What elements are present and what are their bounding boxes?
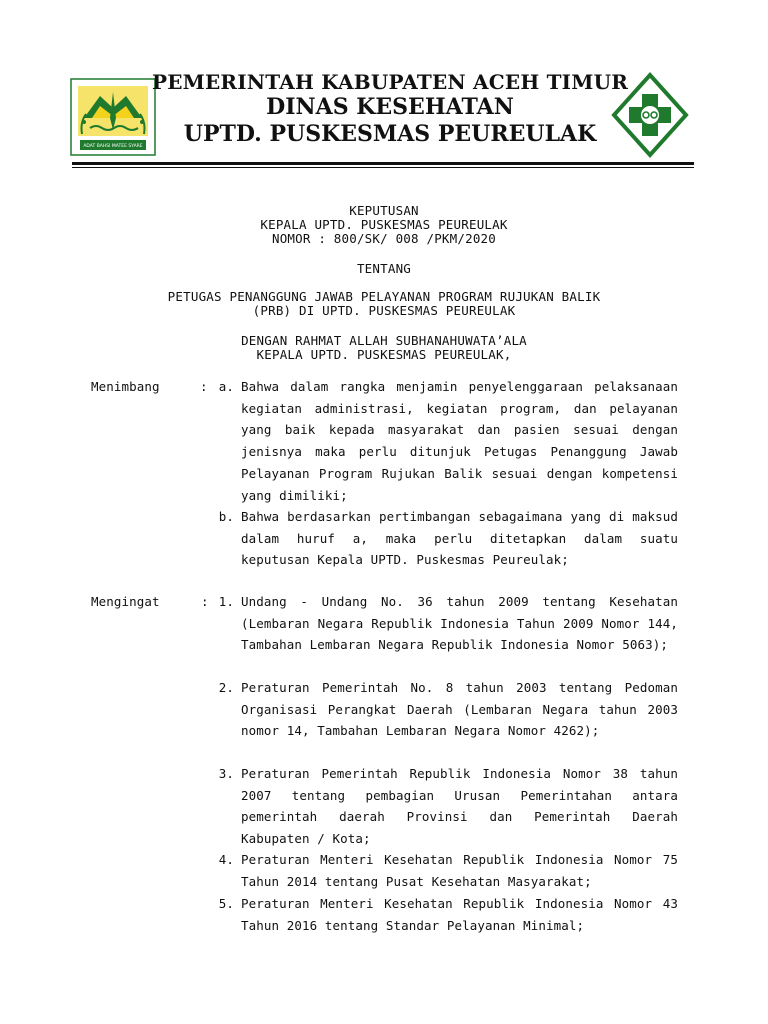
keputusan-label: KEPUTUSAN: [349, 203, 419, 218]
item-text: Peraturan Pemerintah Republik Indonesia Nomor 38 tahun 2007 tentang pembagian Urusan Pemerintahan antara pemerintah daerah Provinsi dan Pemerintah Daerah Kabupaten / Kota;: [241, 766, 678, 847]
kepala-line: KEPALA UPTD. PUSKESMAS PEUREULAK: [260, 217, 508, 232]
decree-title: [60, 290, 708, 318]
item-text: Bahwa berdasarkan pertimbangan sebagaimana yang di maksud dalam huruf a, maka perlu ditetapkan dalam suatu keputusan Kepala UPTD. Puskesmas Peureulak;: [241, 509, 678, 568]
decree-title-line-1: PETUGAS PENANGGUNG JAWAB PELAYANAN PROGRAM RUJUKAN BALIK: [167, 289, 601, 304]
item-text: Bahwa dalam rangka menjamin penyelenggaraan pelaksanaan kegiatan administrasi, kegiatan program, dan pelayanan yang baik kepada masyarakat dan pasien sesuai dengan jenisnya maka perlu ditunjuk Petugas Penanggung Jawab Pelayanan Program Rujukan Balik sesuai dengan kompetensi yang dimiliki;: [241, 379, 678, 503]
item-text: Undang - Undang No. 36 tahun 2009 tentang Kesehatan (Lembaran Negara Republik Indonesia Tahun 2009 Nomor 144, Tambahan Lembaran Negara Republik Indonesia Nomor 5063);: [241, 594, 678, 653]
item-text: Peraturan Menteri Kesehatan Republik Indonesia Nomor 43 Tahun 2016 tentang Standar Pelayanan Minimal;: [241, 896, 678, 933]
left-logo-motto: ADAT BAHSI MATEE SYARE: [83, 144, 143, 149]
letterhead-line-puskesmas: UPTD. PUSKESMAS PEUREULAK: [183, 121, 597, 147]
mengingat-colon: :: [201, 594, 209, 609]
item-marker: 2.: [218, 680, 234, 695]
rahmat-block: [60, 334, 708, 362]
item-marker: 1.: [218, 594, 234, 609]
item-text: Peraturan Menteri Kesehatan Republik Indonesia Nomor 75 Tahun 2014 tentang Pusat Kesehatan Masyarakat;: [241, 852, 678, 889]
decree-heading: [60, 204, 708, 246]
item-marker: a.: [218, 379, 234, 394]
letterhead-text: [120, 70, 660, 148]
menimbang-colon: :: [200, 379, 208, 394]
letterhead-rule-thick: [72, 162, 694, 165]
letterhead-line-government: PEMERINTAH KABUPATEN ACEH TIMUR: [151, 70, 629, 94]
item-marker: 4.: [218, 852, 234, 867]
letterhead-rule-thin: [72, 167, 694, 168]
letterhead: [0, 0, 768, 170]
decree-number: NOMOR : 800/SK/ 008 /PKM/2020: [271, 231, 497, 246]
item-marker: b.: [218, 509, 234, 524]
mengingat-label: Mengingat: [91, 594, 160, 609]
item-marker: 5.: [218, 896, 234, 911]
puskesmas-cross-logo: [610, 72, 690, 158]
kepala-line-2: KEPALA UPTD. PUSKESMAS PEUREULAK,: [256, 347, 512, 362]
decree-title-line-2: (PRB) DI UPTD. PUSKESMAS PEUREULAK: [252, 303, 516, 318]
rahmat-line: DENGAN RAHMAT ALLAH SUBHANAHUWATA’ALA: [241, 333, 527, 348]
tentang-label: TENTANG: [356, 261, 412, 276]
item-text: Peraturan Pemerintah No. 8 tahun 2003 tentang Pedoman Organisasi Perangkat Daerah (Lembaran Negara tahun 2003 nomor 14, Tambahan Lembaran Negara Nomor 4262);: [241, 680, 678, 739]
menimbang-label: Menimbang: [91, 379, 160, 394]
item-marker: 3.: [218, 766, 234, 781]
letterhead-line-department: DINAS KESEHATAN: [266, 94, 514, 120]
